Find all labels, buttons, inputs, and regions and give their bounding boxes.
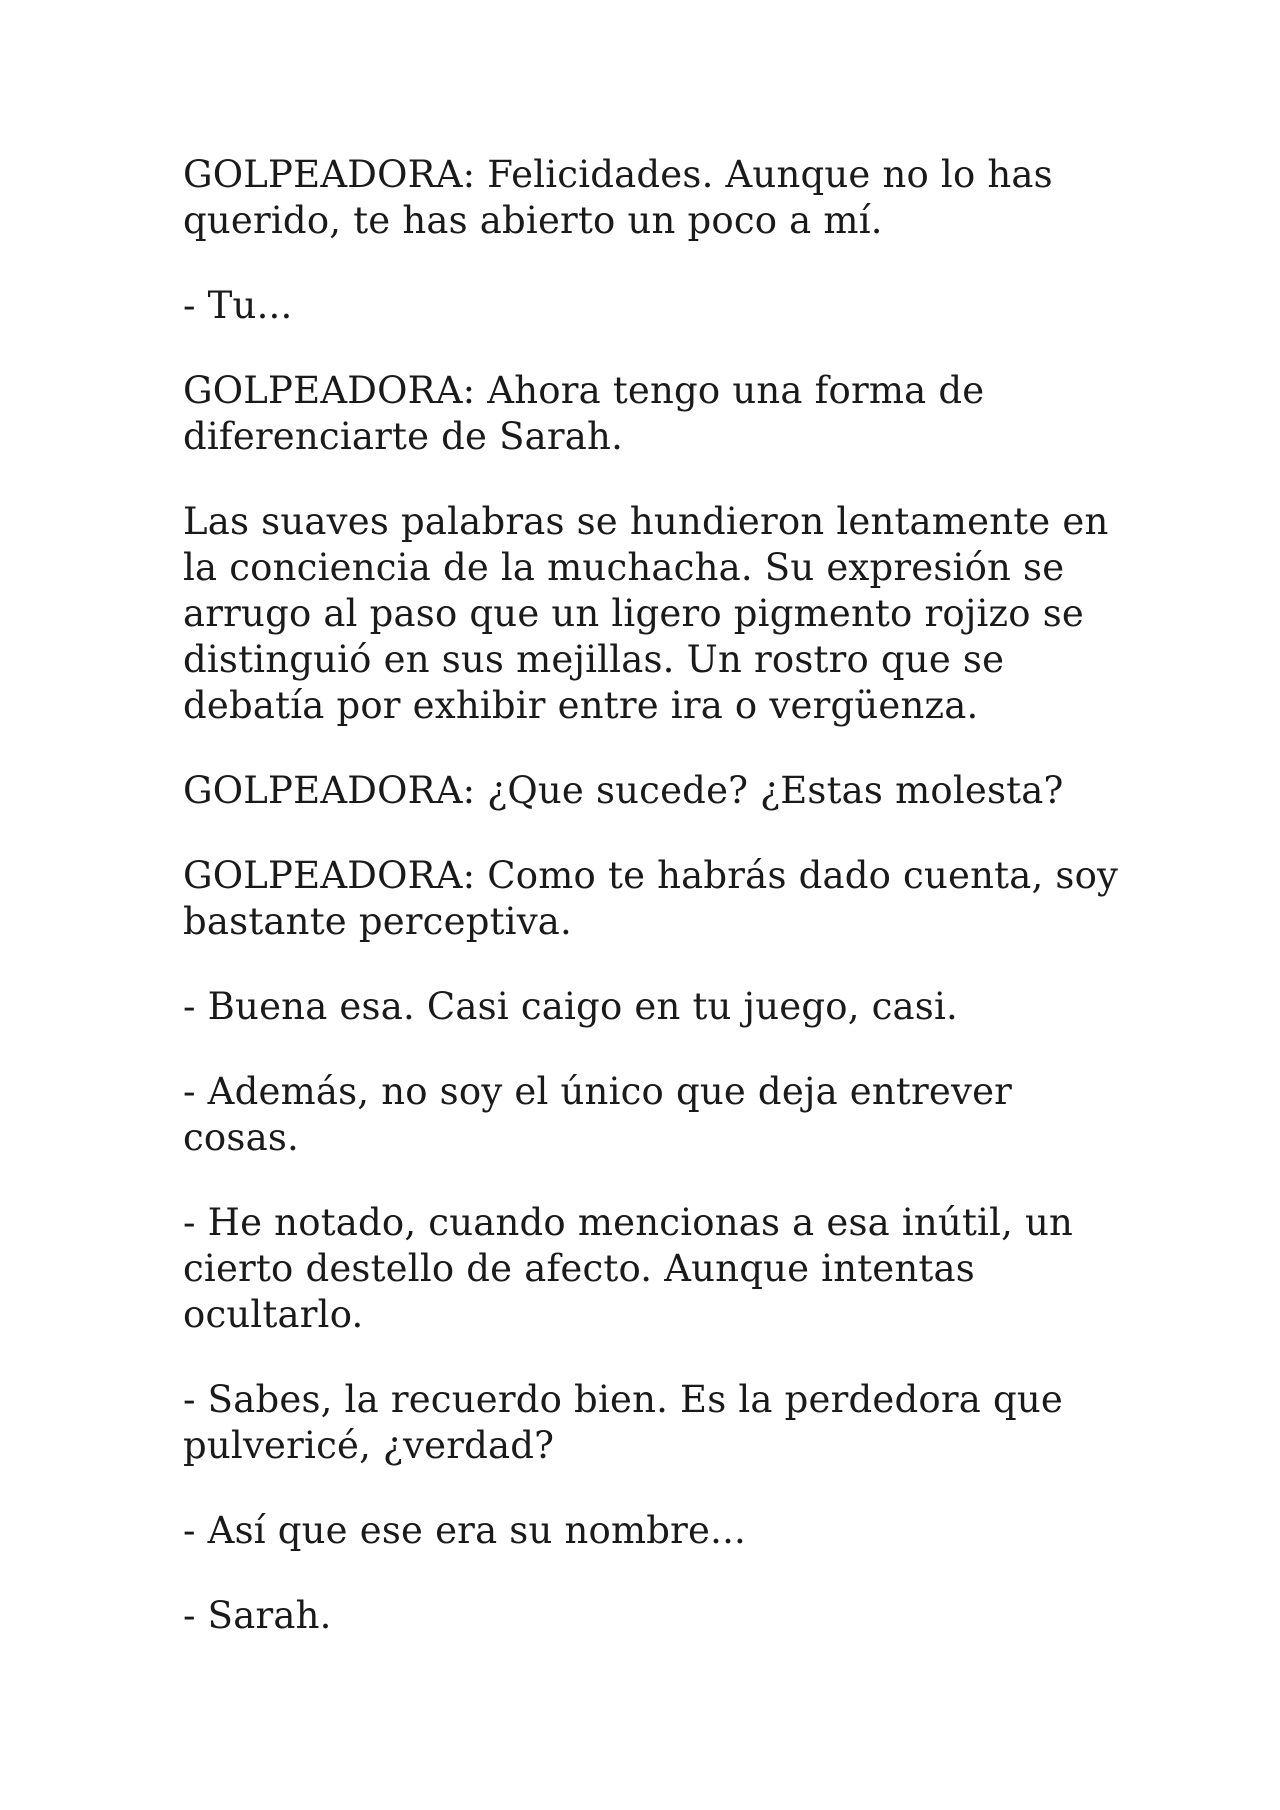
paragraph-11: - Así que ese era su nombre...	[183, 1509, 747, 1552]
paragraph-5: GOLPEADORA: ¿Que sucede? ¿Estas molesta?	[183, 769, 1064, 812]
paragraph-7: - Buena esa. Casi caigo en tu juego, casi.	[183, 985, 958, 1028]
paragraph-9: - He notado, cuando mencionas a esa inútil, un cierto destello de afecto. Aunque intentas ocultarlo.	[183, 1201, 1074, 1336]
paragraph-4: Las suaves palabras se hundieron lentamente en la conciencia de la muchacha. Su expresión se arrugo al paso que un ligero pigmento rojizo se distinguió en sus mejillas. Un rostro que se debatía por exhibir entre ira o vergüenza.	[183, 500, 1109, 727]
paragraph-12: - Sarah.	[183, 1594, 332, 1637]
paragraph-6: GOLPEADORA: Como te habrás dado cuenta, soy bastante perceptiva.	[183, 854, 1119, 943]
paragraph-8: - Además, no soy el único que deja entrever cosas.	[183, 1070, 1013, 1159]
paragraph-2: - Tu...	[183, 284, 293, 327]
paragraph-10: - Sabes, la recuerdo bien. Es la perdedora que pulvericé, ¿verdad?	[183, 1378, 1063, 1467]
paragraph-1: GOLPEADORA: Felicidades. Aunque no lo has querido, te has abierto un poco a mí.	[183, 153, 1053, 242]
text-column	[183, 152, 1123, 1678]
paragraph-3: GOLPEADORA: Ahora tengo una forma de diferenciarte de Sarah.	[183, 369, 985, 458]
